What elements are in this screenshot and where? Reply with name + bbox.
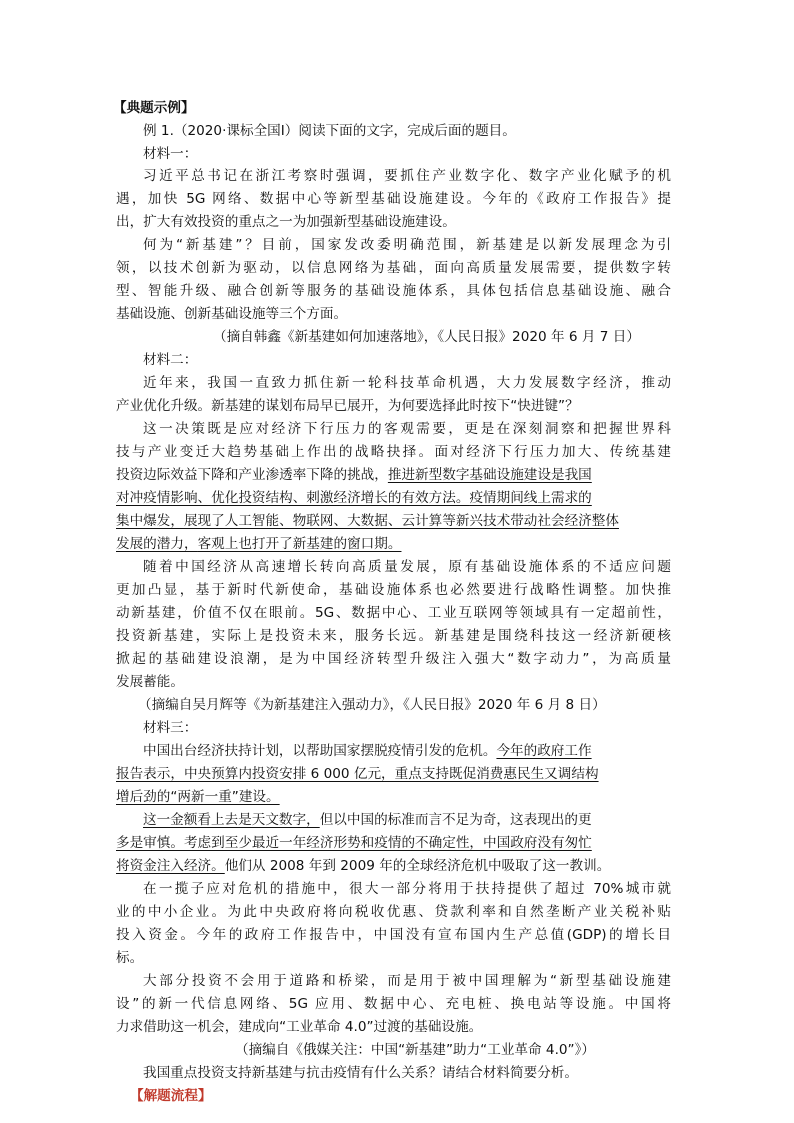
solution-heading: 【解题流程】	[130, 1088, 212, 1104]
material-1-p2-line: 基础设施、创新基础设施等三个方面。	[116, 306, 348, 322]
material-3-label: 材料三：	[143, 720, 198, 736]
material-1-p1-line: 出，扩大有效投资的重点之一为加强新型基础设施建设。	[116, 214, 456, 230]
material-2-p3-line: 更加凸显，基于新时代新使命，基础设施体系也必然要进行战略性调整。加快推	[116, 582, 671, 598]
text-segment: 中国出台经济扶持计划，以帮助国家摆脱疫情引发的危机。	[143, 743, 497, 759]
text-segment: 投资边际效益下降和产业渗透率下降的挑战，	[116, 467, 388, 483]
material-2-p2-line: 技与产业变迁大趋势基础上作出的战略抉择。面对经济下行压力加大、传统基建	[116, 444, 671, 460]
material-1-p2-line: 何为“新基建”？目前，国家发改委明确范围，新基建是以新发展理念为引	[143, 237, 671, 253]
example-intro: 例 1.（2020·课标全国Ⅰ）阅读下面的文字，完成后面的题目。	[143, 123, 516, 139]
material-2-p1-line: 产业优化升级。新基建的谋划布局早已展开，为何要选择此时按下“快进键”？	[116, 398, 579, 414]
material-1-source: （摘自韩鑫《新基建如何加速落地》，《人民日报》2020 年 6 月 7 日）	[213, 329, 640, 345]
question-text: 我国重点投资支持新基建与抗击疫情有什么关系？请结合材料简要分析。	[143, 1065, 578, 1081]
text-segment: 他们从 2008 年到 2009 年的全球经济危机中吸取了这一教训。	[224, 858, 611, 874]
material-3-p2-line	[143, 810, 592, 832]
material-3-p1-line: 增后劲的“两新一重”建设。	[116, 789, 280, 805]
material-1-p2-line: 领，以技术创新为驱动，以信息网络为基础，面向高质量发展需要，提供数字转	[116, 260, 671, 276]
material-3-p4-line: 力求借助这一机会，建成向“工业革命 4.0”过渡的基础设施。	[116, 1019, 483, 1035]
material-3-p2-line	[116, 856, 610, 878]
material-3-p4-line: 设”的新一代信息网络、5G 应用、数据中心、充电桩、换电站等设施。中国将	[116, 996, 671, 1012]
material-1-p1-line: 习近平总书记在浙江考察时强调，要抓住产业数字化、数字产业化赋予的机	[143, 168, 671, 184]
material-2-p3-line: 动新基建，价值不仅在眼前。5G、数据中心、工业互联网等领域具有一定超前性，	[116, 605, 671, 621]
underlined-segment: 对冲疫情影响、优化投资结构、刺激经济增长的有效方法。	[116, 490, 470, 506]
text-segment: 但以中国的标准而言不足为奇，这表现出的更	[319, 812, 592, 828]
material-3-source: （摘编自《俄媒关注：中国“新基建”助力“工业革命 4.0”》）	[235, 1042, 595, 1058]
material-2-p3-line: 随着中国经济从高速增长转向高质量发展，原有基础设施体系的不适应问题	[143, 559, 671, 575]
material-3-p3-line: 业的中小企业。为此中央政府将向税收优惠、贷款利率和自然垄断产业关税补贴	[116, 904, 671, 920]
material-2-p1-line: 近年来，我国一直致力抓住新一轮科技革命机遇，大力发展数字经济，推动	[143, 375, 671, 391]
material-2-p3-line: 投资新基建，实际上是投资未来，服务长远。新基建是围绕科技这一经济新硬核	[116, 628, 671, 644]
material-2-p2-line	[116, 465, 592, 487]
underlined-segment: 这一金额看上去是天文数字，	[143, 812, 320, 828]
material-3-p3-line: 投入资金。今年的政府工作报告中，中国没有宣布国内生产总值(GDP)的增长目	[116, 927, 671, 943]
underlined-segment: 客观上也打开了新基建的窗口期。	[197, 536, 402, 552]
material-3-p1-line	[143, 741, 592, 763]
material-2-p3-line: 发展蓄能。	[116, 674, 184, 690]
material-3-p1-line: 报告表示，中央预算内投资安排 6 000 亿元，重点支持既促消费惠民生又调结构	[116, 766, 599, 782]
underlined-segment: 发展的潜力，	[116, 536, 198, 552]
material-3-p3-line: 标。	[116, 950, 144, 966]
underlined-segment: 推进新型数字基础设施建设是我国	[387, 467, 592, 483]
material-2-p2-line: 这一决策既是应对经济下行压力的客观需要，更是在深刻洞察和把握世界科	[143, 421, 671, 437]
material-3-p3-line: 在一揽子应对危机的措施中，很大一部分将用于扶持提供了超过 70%城市就	[143, 881, 671, 897]
material-2-p2-line	[116, 534, 401, 556]
material-2-p2-line: 集中爆发，展现了人工智能、物联网、大数据、云计算等新兴技术带动社会经济整体	[116, 513, 619, 529]
material-3-p2-line: 多是审慎。考虑到至少最近一年经济形势和疫情的不确定性，中国政府没有匆忙	[116, 835, 592, 851]
material-3-p4-line: 大部分投资不会用于道路和桥梁，而是用于被中国理解为“新型基础设施建	[143, 973, 671, 989]
underlined-segment: 疫情期间线上需求的	[469, 490, 592, 506]
material-1-label: 材料一：	[143, 146, 198, 162]
material-1-p1-line: 遇，加快 5G 网络、数据中心等新型基础设施建设。今年的《政府工作报告》提	[116, 191, 671, 207]
material-2-p3-line: 掀起的基础建设浪潮，是为中国经济转型升级注入强大“数字动力”，为高质量	[116, 651, 671, 667]
underlined-segment: 今年的政府工作	[496, 743, 592, 759]
material-2-p2-line	[116, 488, 592, 510]
material-2-source: （摘编自吴月辉等《为新基建注入强动力》，《人民日报》2020 年 6 月 8 日）	[138, 697, 606, 713]
material-2-label: 材料二：	[143, 352, 198, 368]
section-heading: 【典题示例】	[113, 100, 195, 116]
underlined-segment: 将资金注入经济。	[116, 858, 225, 874]
material-1-p2-line: 型、智能升级、融合创新等服务的基础设施体系，具体包括信息基础设施、融合	[116, 283, 671, 299]
